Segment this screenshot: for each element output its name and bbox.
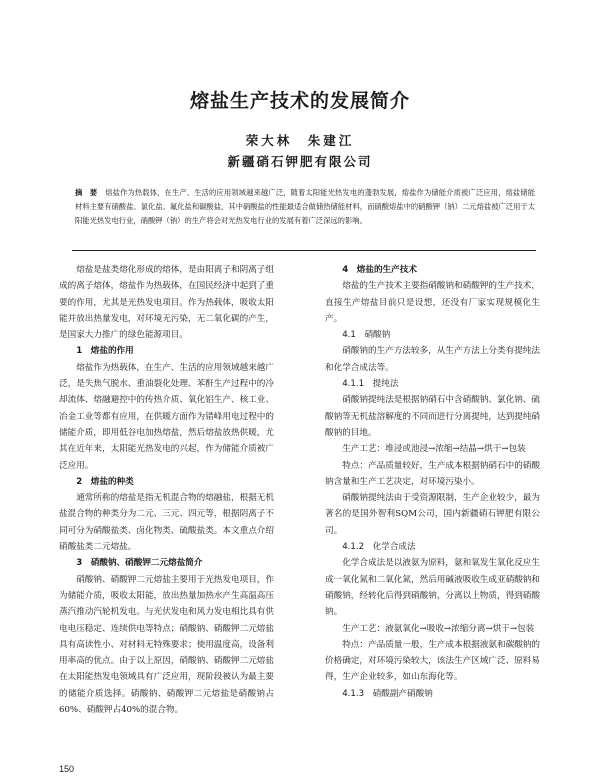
right-column-paragraph: 化学合成法是以液氨为原料，氨和氧发生氧化反应生成一氧化氮和二氧化氮，然后用碱液吸收生成亚硝酸钠和硝酸钠，经转化后得到硝酸钠，分离以上物质，得到硝酸钠。 xyxy=(325,558,540,618)
right-column-paragraph: 硝酸钠的生产方法较多，从生产方法上分类有提纯法和化学合成法等。 xyxy=(325,346,540,373)
abstract-label: 摘 要 xyxy=(75,188,98,197)
author-affiliation: 新疆硝石钾肥有限公司 xyxy=(227,154,373,169)
right-column-paragraph: 硝酸钠提纯法由于受资源限制，生产企业较少，最为著名的是国外智利SQM公司，国内新疆硝石钾肥有限公司。 xyxy=(325,493,540,536)
right-column-heading: 4.1.3 硝酸副产硝酸钠 xyxy=(342,688,433,699)
article-authors: 荣大林 朱建江 xyxy=(245,133,355,148)
right-column-paragraph: 生产工艺：液氨氧化→吸收→浓缩分离→烘干→包装 xyxy=(342,623,535,634)
right-column-heading: 4 熔盐的生产技术 xyxy=(342,265,417,275)
left-column-paragraph: 通常所称的熔盐是指无机混合物的熔融盐，根据无机盐混合物的种类分为二元、三元、四元等，根据阴离子不同可分为硝酸盐类、卤化物类、硫酸盐类。本文重点介绍硝酸盐类二元熔盐。 xyxy=(59,493,274,553)
page-number: 150 xyxy=(59,764,75,774)
left-column-paragraph: 硝酸钠、硝酸钾二元熔盐主要用于光热发电项目，作为储能介质，吸收太阳能，放出热量加热水产生高温高压蒸汽推动汽轮机发电。与光伏发电和风力发电相比具有供电电压稳定、连续供电等特点；硝酸钠、硝酸钾二元熔盐具有高读性小、对材料无特殊要求；使用温度高，设备利用率高的优点。由于以上原因，硝酸钠、硝酸钾二元熔盐在太阳能热发电领域具有广泛应用，现阶段被认为最主要的储能介质选择。硝酸钠、硝酸钾二元熔盐是硝酸钠占60%、硝酸钾占40%的混合物。 xyxy=(59,574,274,716)
section-divider xyxy=(72,250,536,251)
left-column-paragraph: 熔盐是盐类熔化形成的熔体，是由阳离子和阴离子组成的离子熔体，熔盐作为热载体，在国民经济中起到了重要的作用，尤其是光热发电项目。作为热载体，吸收太阳能并放出热量发电，对环境无污染，无二氧化碳的产生，是国家大力推广的绿色能源项目。 xyxy=(59,265,274,341)
left-column-heading: 2 熔盐的种类 xyxy=(76,476,134,487)
right-column-heading: 4.1.1 提纯法 xyxy=(342,379,399,390)
right-column xyxy=(325,262,540,702)
right-column-paragraph: 硝酸钠提纯法是根据钠硝石中含硝酸钠、氯化钠、硫酸钠等无机盐溶解度的不同而进行分离提纯，达到提纯硝酸钠的目地。 xyxy=(325,395,540,438)
right-column-paragraph: 生产工艺：堆浸或池浸→浓缩→结晶→烘干→包装 xyxy=(342,444,526,455)
right-column-paragraph: 熔盐的生产技术主要指硝酸钠和硝酸钾的生产技术，直接生产熔盐目前只是设想，还没有厂家实现规模化生产。 xyxy=(325,281,540,324)
abstract-text: 熔盐作为热载体，在生产、生活的应用领域越来越广泛，随着太阳能光热发电的蓬勃发展，熔盐作为储能介质被广泛应用，熔盐储能材料主要有硝酸盐、氯化盐、氟化盐和碳酸盐，其中硝酸盐的性能最适合做储热储能材料，而硝酸熔盐中的硝酸钾（钠）二元熔盐被广泛用于太阳能光热发电行业，硝酸钾（钠）的生产将会对光热发电行业的发展有着广泛深远的影响。 xyxy=(75,188,536,225)
left-column-paragraph: 熔盐作为热载体，在生产、生活的应用领域越来越广泛，是失焦气脱水、重油裂化处理、苯酐生产过程中的冷却流体、熔融避控中的传热介质、氧化铝生产、核工业、冶金工业等都有应用，在供暖方面作为错峰用电过程中的储能介质，即用低谷电加热熔盐，然后熔盐放热供暖，尤其在近年来，太阳能光热发电的兴起，作为储能介质被广泛应用。 xyxy=(59,362,274,471)
left-column xyxy=(59,262,274,718)
abstract xyxy=(75,186,535,228)
right-column-paragraph: 特点：产品质量一般，生产成本根据液氨和碳酸钠的价格确定，对环境污染较大，该法生产区域广泛、原料易得，生产企业较多，如山东海化等。 xyxy=(325,639,540,683)
right-column-paragraph: 特点：产品质量较好，生产成本根据钠硝石中的硝酸钠含量和生产工艺决定，对环境污染小。 xyxy=(325,460,540,487)
left-column-heading: 3 硝酸钠、硝酸钾二元熔盐简介 xyxy=(76,558,203,569)
left-column-heading: 1 熔盐的作用 xyxy=(76,346,134,357)
right-column-heading: 4.1 硝酸钠 xyxy=(342,330,391,341)
article-title: 熔盐生产技术的发展简介 xyxy=(189,90,410,112)
right-column-heading: 4.1.2 化学合成法 xyxy=(342,542,416,553)
